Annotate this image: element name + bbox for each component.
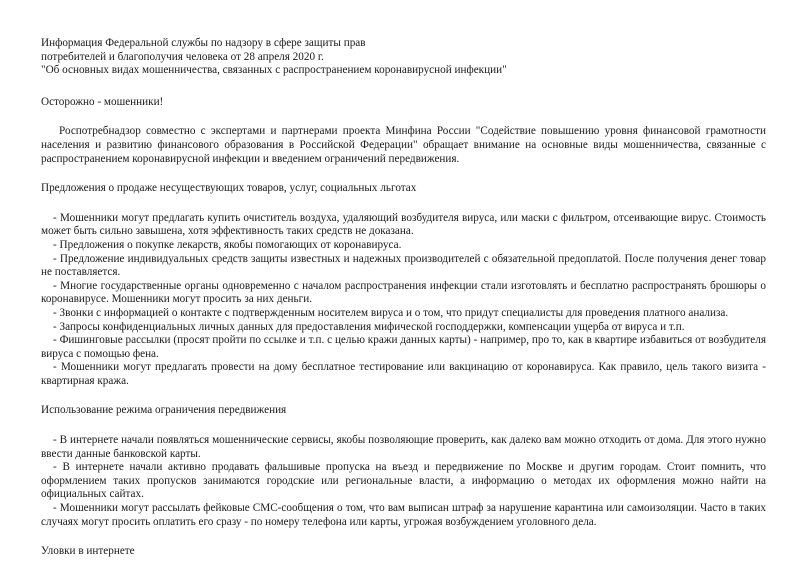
list-item: - Мошенники могут рассылать фейковые СМС-сообщения о том, что вам выписан штраф за нарушение карантина или самоизоляции. Часто в таких случаях могут просить оплатить его сразу - по номеру телефона или карты, угрожая возбуждением уголовного дела. bbox=[41, 502, 766, 528]
document-heading bbox=[41, 37, 766, 78]
list-item: - Запросы конфиденциальных личных данных для предоставления мифической господдержки, компенсации ущерба от вируса и т.п. bbox=[53, 320, 685, 333]
list-item: - Звонки с информацией о контакте с подтвержденным носителем вируса и о том, что придут специалисты для проведения платного анализа. bbox=[53, 306, 729, 319]
list-item: - В интернете начали появляться мошеннические сервисы, якобы позволяющие проверить, как далеко вам можно отходить от дома. Для этого нужно ввести данные банковской карты. bbox=[41, 434, 766, 460]
warning-title: Осторожно - мошенники! bbox=[41, 95, 164, 108]
heading-line-1: Информация Федеральной службы по надзору в сфере защиты прав bbox=[41, 37, 366, 49]
list-item: - В интернете начали активно продавать фальшивые пропуска на въезд и передвижение по Москве и другим городам. Стоит помнить, что оформлением таких пропусков занимаются городские или региональные власти, а информацию о методах их оформления можно найти на официальных сайтах. bbox=[41, 461, 766, 501]
heading-line-2: потребителей и благополучия человека от 28 апреля 2020 г. bbox=[41, 50, 324, 63]
section-title-internet-tricks: Уловки в интернете bbox=[41, 545, 135, 558]
section-movement-restrictions-list bbox=[41, 434, 766, 529]
list-item: - Мошенники могут предлагать провести на дому бесплатное тестирование или вакцинацию от коронавируса. Как правило, цель такого визита - квартирная кража. bbox=[41, 361, 766, 387]
section-title-fake-goods: Предложения о продаже несуществующих товаров, услуг, социальных льготах bbox=[41, 182, 417, 195]
list-item: - Фишинговые рассылки (просят пройти по ссылке и т.п. с целью кражи данных карты) - например, про то, как в квартире избавиться от возбудителя вируса с помощью фена. bbox=[41, 334, 766, 360]
section-title-movement-restrictions: Использование режима ограничения передвижения bbox=[41, 404, 287, 417]
list-item: - Многие государственные органы одновременно с началом распространения инфекции стали изготовлять и бесплатно распространять брошюры о коронавирусе. Мошенники могут просить за них деньги. bbox=[41, 279, 766, 306]
list-item: - Мошенники могут предлагать купить очиститель воздуха, удаляющий возбудителя вируса, или маски с фильтром, отсеивающие вирус. Стоимость может быть сильно завышена, хотя эффективность таких средств не доказана. bbox=[41, 211, 766, 238]
list-item: - Предложение индивидуальных средств защиты известных и надежных производителей с обязательной предоплатой. После получения денег товар не поставляется. bbox=[41, 252, 766, 279]
intro-paragraph: Роспотребнадзор совместно с экспертами и партнерами проекта Минфина России "Содействие повышению уровня финансовой грамотности населения и развитию финансового образования в Российской Федерации" обращает внимание на основные виды мошенничества, связанные с распространением коронавирусной инфекции и введением ограничений передвижения. bbox=[41, 125, 766, 165]
list-item: - Предложения о покупке лекарств, якобы помогающих от коронавируса. bbox=[53, 238, 402, 251]
section-fake-goods-list bbox=[41, 212, 766, 389]
document-page bbox=[41, 37, 766, 559]
heading-line-3: "Об основных видах мошенничества, связанных с распространением коронавирусной инфекции" bbox=[41, 64, 507, 77]
